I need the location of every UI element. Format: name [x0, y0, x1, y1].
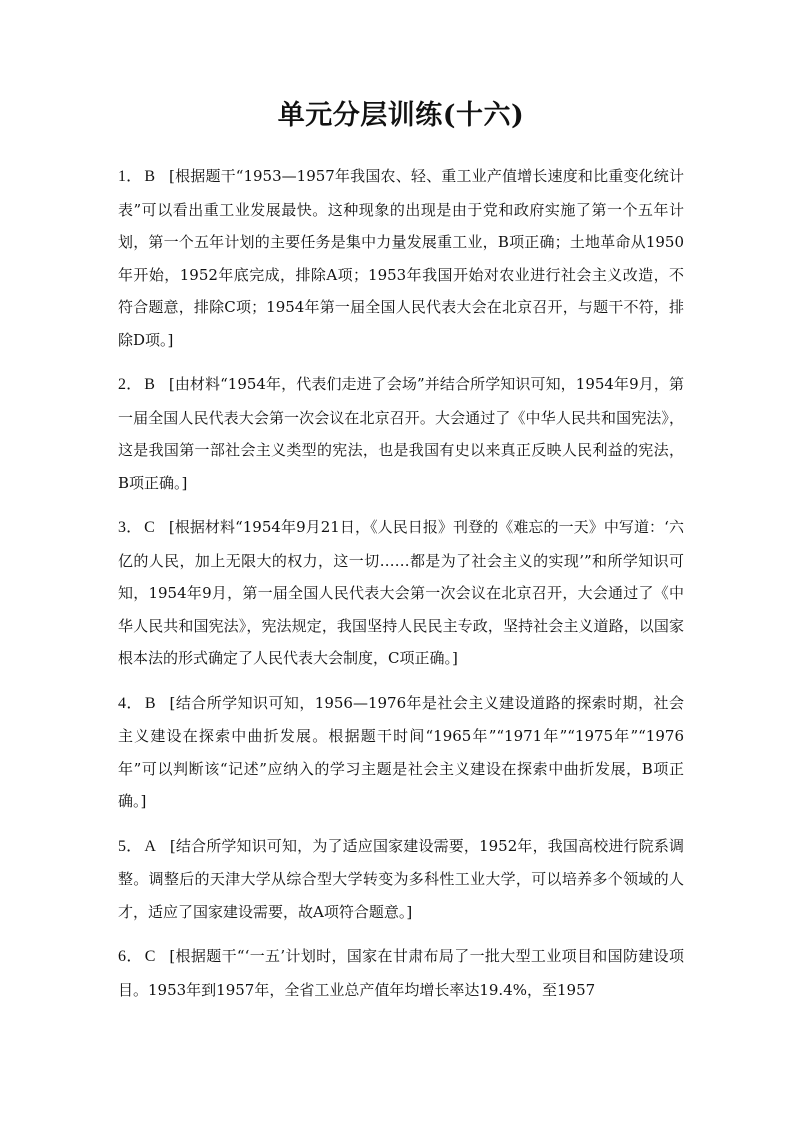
answer-explanation: [结合所学知识可知，1956—1976年是社会主义建设道路的探索时期，社会主义建设在探索中曲折发展。根据题干时间“1965年”“1971年”“1975年”“1976年”可以判断该“记述”应纳入的学习主题是社会主义建设在探索中曲折发展，B项正确。] [118, 693, 684, 810]
answer-item [118, 830, 684, 929]
answer-number: 3． [118, 519, 143, 536]
answer-number: 4． [118, 694, 143, 712]
answer-item [118, 687, 684, 818]
answer-number: 2． [118, 376, 143, 393]
answer-number: 6． [118, 948, 143, 965]
answer-number: 1． [118, 168, 143, 185]
answer-explanation: [由材料“1954年，代表们走进了会场”并结合所学知识可知，1954年9月，第一届全国人民代表大会第一次会议在北京召开。大会通过了《中华人民共和国宪法》，这是我国第一部社会主义类型的宪法，也是我国有史以来真正反映人民利益的宪法，B项正确。] [118, 375, 684, 492]
answer-choice: C [144, 519, 155, 536]
answer-choice: B [144, 694, 156, 712]
answer-choice: A [144, 837, 156, 855]
page-title: 单元分层训练(十六) [277, 100, 525, 131]
answer-number: 5． [118, 837, 143, 855]
answer-explanation: [根据材料“1954年9月21日，《人民日报》刊登的《难忘的一天》中写道：‘六亿的人民，加上无限大的权力，这一切……都是为了社会主义的实现’”和所学知识可知，1954年9月，第一届全国人民代表大会第一次会议在北京召开，大会通过了《中华人民共和国宪法》，宪法规定，我国坚持人民民主专政，坚持社会主义道路，以国家根本法的形式确定了人民代表大会制度，C项正确。] [118, 518, 684, 667]
answer-explanation: [根据题干“‘一五’计划时，国家在甘肃布局了一批大型工业项目和国防建设项目。1953年到1957年，全省工业总产值年均增长率达19.4%，至1957 [118, 947, 684, 999]
answer-item [118, 940, 684, 1006]
answer-explanation: [结合所学知识可知，为了适应国家建设需要，1952年，我国高校进行院系调整。调整后的天津大学从综合型大学转变为多科性工业大学，可以培养多个领域的人才，适应了国家建设需要，故A项符合题意。] [118, 836, 684, 921]
answer-item [118, 368, 684, 499]
answer-choice: B [144, 376, 155, 393]
answer-choice: C [144, 948, 156, 965]
answer-choice: B [144, 168, 156, 185]
answer-item [118, 160, 684, 356]
answer-explanation: [根据题干“1953—1957年我国农、轻、重工业产值增长速度和比重变化统计表”可以看出重工业发展最快。这种现象的出现是由于党和政府实施了第一个五年计划，第一个五年计划的主要任务是集中力量发展重工业，B项正确；土地革命从1950年开始，1952年底完成，排除A项；1953年我国开始对农业进行社会主义改造，不符合题意，排除C项；1954年第一届全国人民代表大会在北京召开，与题干不符，排除D项。] [118, 167, 684, 349]
answer-item [118, 511, 684, 675]
